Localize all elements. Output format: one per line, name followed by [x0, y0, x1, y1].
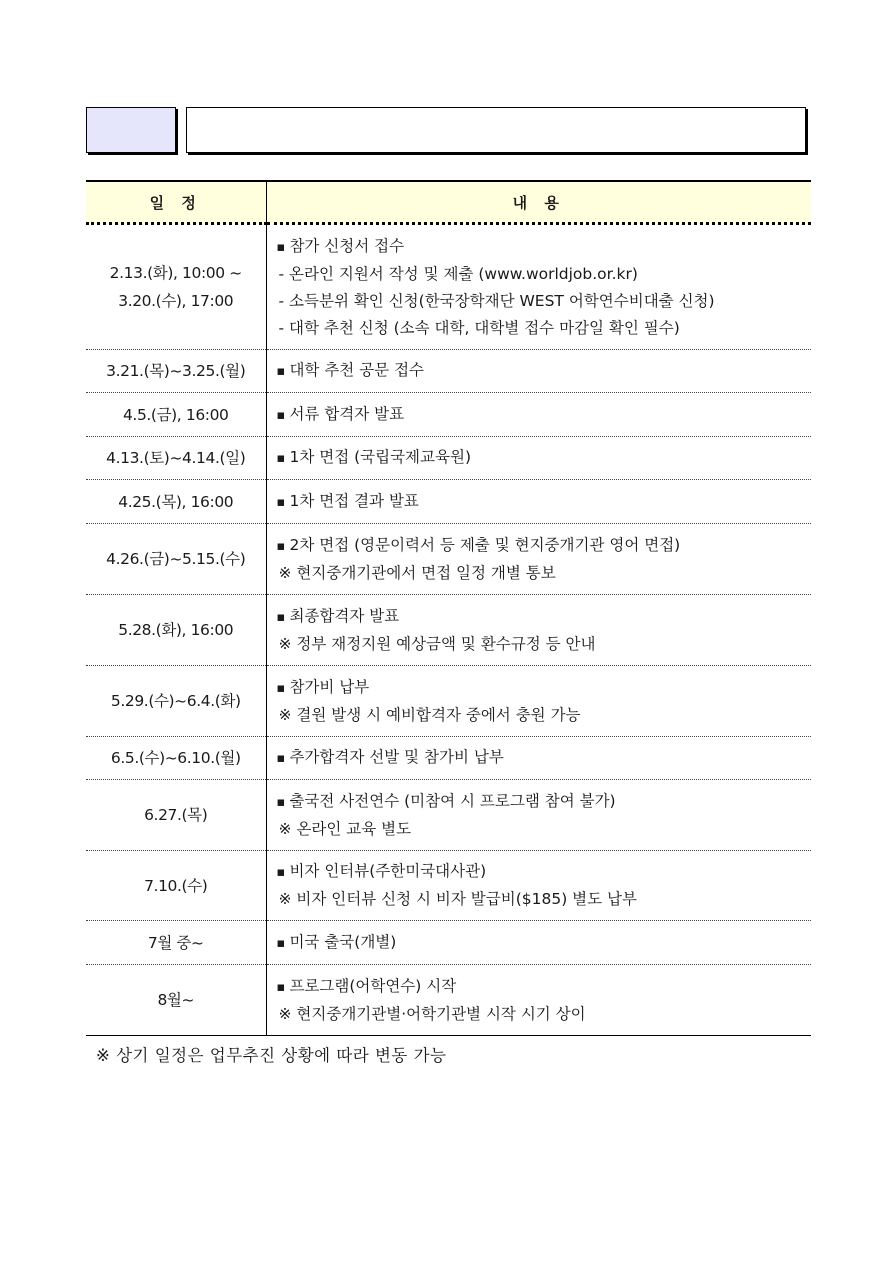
schedule-item-detail: - 대학 추천 신청 (소속 대학, 대학별 접수 마감일 확인 필수): [278, 318, 680, 337]
schedule-date-text: 2.13.(화), 10:00 ~: [109, 264, 242, 282]
schedule-date-cell: [86, 393, 266, 437]
schedule-item-title: ▪ 1차 면접 (국립국제교육원): [277, 444, 812, 472]
schedule-content-cell: [266, 393, 811, 437]
table-row: [86, 921, 811, 965]
schedule-item-title: ▪ 대학 추천 공문 접수: [277, 357, 812, 385]
schedule-date-text: 8월~: [157, 991, 195, 1009]
schedule-date-cell: [86, 595, 266, 666]
schedule-date-cell: [86, 224, 266, 350]
schedule-date-cell: [86, 437, 266, 480]
table-row: [86, 480, 811, 524]
schedule-item-title: ▪ 2차 면접 (영문이력서 등 제출 및 현지중개기관 영어 면접): [277, 532, 812, 560]
schedule-date-cell: [86, 737, 266, 780]
schedule-date-text: 4.25.(목), 16:00: [118, 492, 234, 511]
section-title-bar: [86, 107, 808, 153]
table-row: [86, 780, 811, 851]
schedule-content-cell: [266, 780, 811, 851]
table-row: [86, 965, 811, 1036]
footnote: ※ 상기 일정은 업무추진 상황에 따라 변동 가능: [96, 1046, 447, 1065]
schedule-content-cell: [266, 851, 811, 921]
schedule-date-text: 4.5.(금), 16:00: [122, 405, 229, 424]
schedule-item-title: ▪ 1차 면접 결과 발표: [277, 488, 812, 516]
schedule-date-text: 5.29.(수)~6.4.(화): [110, 692, 241, 710]
schedule-item-title: ▪ 참가 신청서 접수: [277, 233, 812, 261]
schedule-item-title: ▪ 프로그램(어학연수) 시작: [277, 973, 812, 1001]
schedule-item-title: ▪ 서류 합격자 발표: [277, 401, 812, 429]
schedule-item-title: ▪ 추가합격자 선발 및 참가비 납부: [277, 744, 812, 772]
schedule-item-detail: ※ 정부 재정지원 예상금액 및 환수규정 등 안내: [278, 634, 596, 653]
column-header-content: 내 용: [266, 181, 811, 224]
schedule-content-cell: [266, 437, 811, 480]
schedule-content-cell: [266, 224, 811, 350]
schedule-item-detail: ※ 온라인 교육 별도: [278, 819, 412, 838]
schedule-item-title: ▪ 미국 출국(개별): [277, 929, 812, 957]
schedule-item-title: ▪ 최종합격자 발표: [277, 603, 812, 631]
schedule-date-text: 5.28.(화), 16:00: [118, 621, 234, 639]
column-header-date: 일 정: [86, 181, 266, 224]
schedule-date-cell: [86, 780, 266, 851]
schedule-date-text: 3.20.(수), 17:00: [118, 292, 234, 310]
schedule-content-cell: [266, 350, 811, 393]
schedule-body: [86, 224, 811, 1036]
schedule-date-text: 3.21.(목)~3.25.(월): [106, 362, 246, 380]
schedule-date-cell: [86, 965, 266, 1036]
schedule-item-title: ▪ 출국전 사전연수 (미참여 시 프로그램 참여 불가): [277, 788, 812, 816]
schedule-item-detail: - 온라인 지원서 작성 및 제출 (www.worldjob.or.kr): [278, 264, 638, 283]
schedule-content-cell: [266, 595, 811, 666]
schedule-date-cell: [86, 851, 266, 921]
schedule-date-text: 6.5.(수)~6.10.(월): [110, 749, 241, 767]
schedule-table: [86, 180, 811, 1036]
schedule-date-cell: [86, 524, 266, 595]
table-row: [86, 524, 811, 595]
schedule-item-detail: ※ 결원 발생 시 예비합격자 중에서 충원 가능: [278, 705, 581, 724]
schedule-item-detail: ※ 비자 인터뷰 신청 시 비자 발급비($185) 별도 납부: [278, 890, 637, 908]
table-row: [86, 737, 811, 780]
table-row: [86, 437, 811, 480]
schedule-item-title: ▪ 비자 인터뷰(주한미국대사관): [277, 858, 812, 886]
schedule-content-cell: [266, 737, 811, 780]
schedule-content-cell: [266, 965, 811, 1036]
schedule-content-cell: [266, 666, 811, 737]
schedule-date-cell: [86, 350, 266, 393]
section-number-badge: [86, 107, 176, 153]
schedule-date-cell: [86, 666, 266, 737]
schedule-content-cell: [266, 921, 811, 965]
table-header-row: [86, 181, 811, 224]
schedule-date-cell: [86, 480, 266, 524]
table-row: [86, 350, 811, 393]
table-row: [86, 224, 811, 350]
schedule-date-text: 4.26.(금)~5.15.(수): [106, 550, 246, 568]
schedule-date-text: 6.27.(목): [144, 806, 208, 824]
schedule-content-cell: [266, 524, 811, 595]
section-title-box: [186, 107, 806, 153]
table-row: [86, 666, 811, 737]
schedule-item-title: ▪ 참가비 납부: [277, 674, 812, 702]
table-row: [86, 595, 811, 666]
table-row: [86, 851, 811, 921]
schedule-date-text: 7월 중~: [147, 933, 204, 952]
schedule-content-cell: [266, 480, 811, 524]
schedule-item-detail: ※ 현지중개기관에서 면접 일정 개별 통보: [278, 563, 556, 582]
schedule-date-text: 7.10.(수): [144, 876, 208, 895]
schedule-item-detail: - 소득분위 확인 신청(한국장학재단 WEST 어학연수비대출 신청): [278, 291, 715, 310]
schedule-date-text: 4.13.(토)~4.14.(일): [106, 449, 246, 467]
schedule-item-detail: ※ 현지중개기관별·어학기관별 시작 시기 상이: [278, 1004, 586, 1023]
table-row: [86, 393, 811, 437]
schedule-date-cell: [86, 921, 266, 965]
